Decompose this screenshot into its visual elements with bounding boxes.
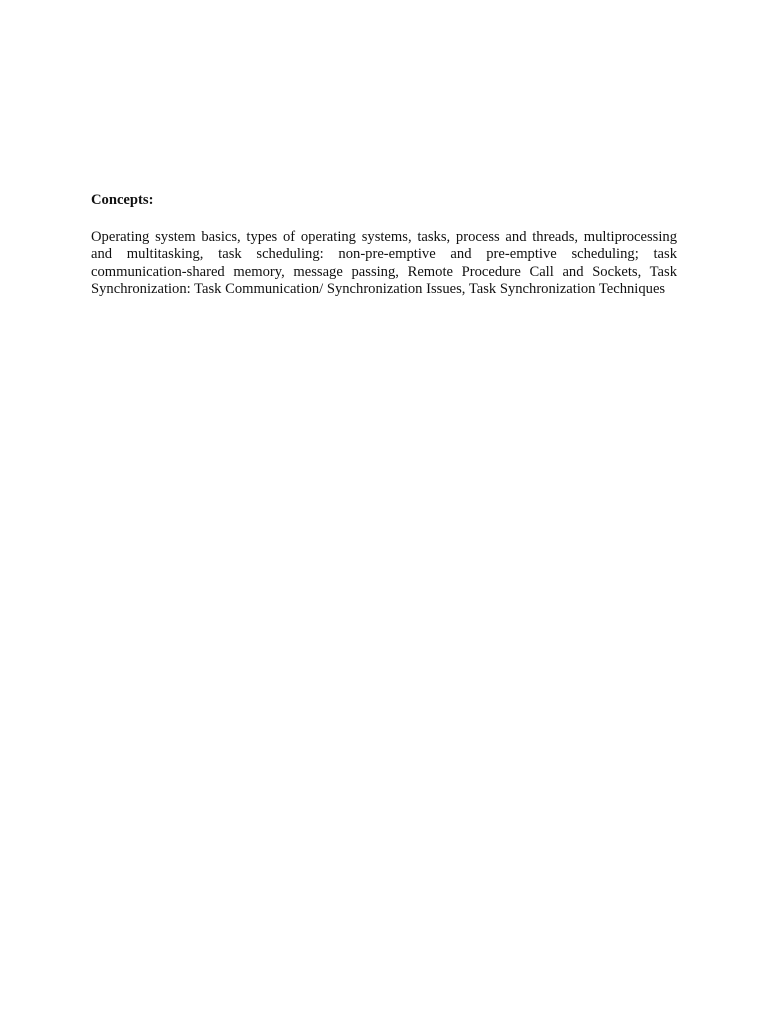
section-paragraph: Operating system basics, types of operating systems, tasks, process and threads, multiprocessing and multitasking, task scheduling: non-pre-emptive and pre-emptive scheduling; task communication-shared memory, message passing, Remote Procedure Call and Sockets, Task Synchronization: Task Communication/ Synchronization Issues, Task Synchronization Techniques <box>91 228 677 298</box>
section-heading: Concepts: <box>91 192 154 208</box>
document-content <box>91 192 677 299</box>
